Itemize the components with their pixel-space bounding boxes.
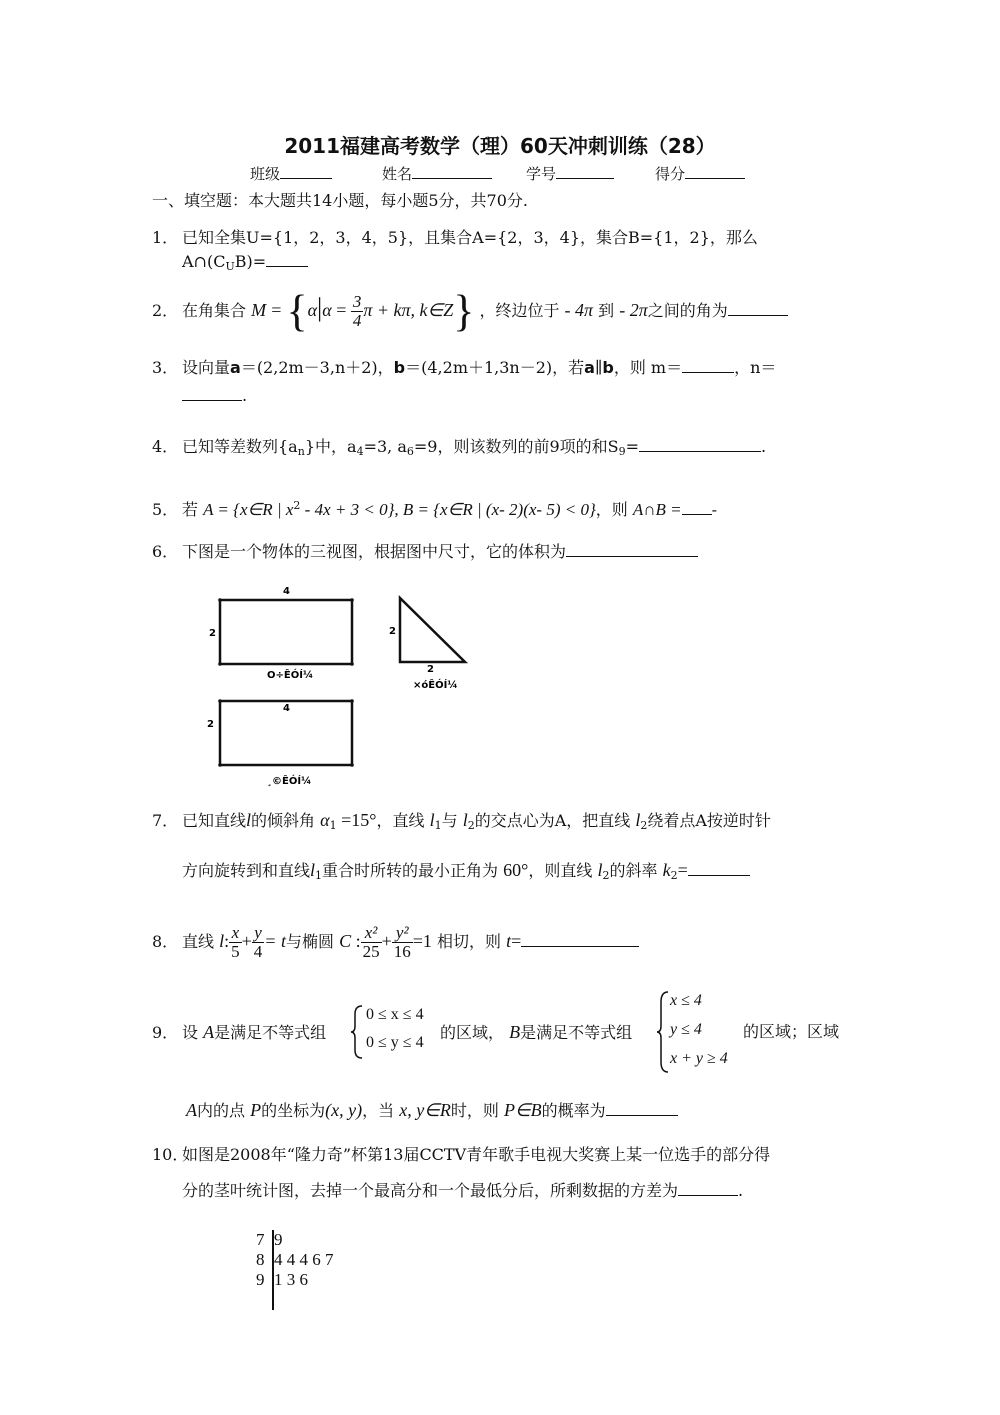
q2-fraction <box>351 293 364 330</box>
q9-l2-d: 时，则 <box>450 1101 499 1120</box>
q7-alpha: α <box>320 810 330 830</box>
q7-l2-l1: l <box>310 860 316 880</box>
q2-frac-den: 4 <box>352 311 362 330</box>
answer-blank-m <box>682 356 734 373</box>
q10-line1: 如图是2008年“隆力奇”杯第13届CCTV青年歌手电视大奖赛上某一位选手的部分得 <box>182 1145 771 1164</box>
side-view-triangle <box>400 598 465 662</box>
vertex-dot <box>350 662 354 666</box>
q9-l2-e: 的概率为 <box>541 1101 606 1120</box>
question-number: 7． <box>152 811 179 830</box>
q10-line2-end: . <box>738 1181 744 1200</box>
page-title: 2011福建高考数学（理）60天冲刺训练（28） <box>284 134 716 158</box>
id-field <box>526 162 614 184</box>
q8-eq: = <box>511 931 522 951</box>
q3-par: ∥ <box>594 358 603 377</box>
q9-text-a: 设 <box>182 1023 199 1042</box>
q2-a: - 4π <box>564 300 594 320</box>
q10-line2 <box>182 1179 743 1203</box>
top-left-dim: 2 <box>207 719 214 730</box>
question-9-line1-a <box>152 1020 326 1045</box>
q7-l: l <box>246 810 252 830</box>
question-9-line1-b <box>440 1020 632 1045</box>
question-number: 8． <box>152 932 179 951</box>
q9-l2-PB: P∈B <box>503 1100 542 1120</box>
q8-f2d: 4 <box>253 942 263 961</box>
q9-sys2-3: x + y ≥ 4 <box>670 1050 728 1067</box>
q9-text-e: 的区域；区域 <box>743 1022 840 1041</box>
q8-text-c: 相切，则 <box>437 932 502 951</box>
vertex-dot <box>218 763 222 767</box>
q10-line2-text: 分的茎叶统计图，去掉一个最高分和一个最低分后，所剩数据的方差为 <box>182 1181 679 1200</box>
q7-l2-d: 的斜率 <box>609 861 658 880</box>
q8-frac-3 <box>361 924 382 961</box>
q9-l2-P: P <box>250 1100 262 1120</box>
front-top-dim: 4 <box>283 586 290 597</box>
q8-c: C <box>339 931 352 951</box>
q5-then: ，则 <box>595 500 628 519</box>
answer-blank <box>682 498 712 515</box>
three-view-figure <box>195 580 485 790</box>
q8-frac-1 <box>229 924 242 961</box>
q3-a: a <box>230 358 241 377</box>
q8-t: t <box>506 931 512 951</box>
q7-l1: l <box>429 810 435 830</box>
q9-l2-A: A <box>186 1100 197 1120</box>
left-brace-icon: { <box>286 286 308 336</box>
stem-row-1-stem: 7 <box>256 1230 265 1249</box>
q7-text-a: 已知直线 <box>182 811 247 830</box>
answer-blank <box>688 859 750 876</box>
q9-A: A <box>203 1022 215 1042</box>
question-number: 3． <box>152 358 179 377</box>
front-view-rect <box>220 600 352 664</box>
q3-a2: a <box>584 358 595 377</box>
stem-row-3-stem: 9 <box>256 1270 265 1289</box>
q7-l2-l1-sub: 1 <box>315 869 323 882</box>
q8-l: l <box>219 931 225 951</box>
answer-blank <box>678 1179 738 1196</box>
top-top-dim: 4 <box>283 703 290 714</box>
q7-l2-l2-sub: 2 <box>602 869 610 882</box>
q7-text-f: 绕着点A按逆时针 <box>647 811 771 830</box>
q3-text2: ＝(2,2m－3,n＋2)， <box>240 358 394 377</box>
q2-to: 到 <box>598 301 615 320</box>
vertex-dot <box>218 699 222 703</box>
id-label: 学号 <box>526 165 557 183</box>
left-brace-icon <box>656 990 670 1074</box>
q8-f1d: 5 <box>231 942 240 961</box>
q8-f3d: 25 <box>362 942 380 961</box>
stem-leaf-plot <box>256 1230 376 1312</box>
answer-blank <box>639 435 761 452</box>
question-number: 4． <box>152 437 179 456</box>
q7-l2b: l <box>635 810 641 830</box>
vertex-dot <box>350 598 354 602</box>
q3-b2: b <box>602 358 614 377</box>
q7-l2-l2: l <box>597 860 603 880</box>
answer-blank <box>566 540 698 557</box>
q8-f1n: x <box>229 924 242 943</box>
q9-text-d: 是满足不等式组 <box>520 1023 633 1042</box>
q9-l2-b: 的坐标为 <box>261 1101 326 1120</box>
q5-setA-2: - 4x + 3 < 0}, B = {x∈R | (x- 2)(x- 5) < 0} <box>300 500 596 519</box>
q7-text-e: 的交点心为A，把直线 <box>474 811 631 830</box>
q3-line2: . <box>182 384 247 408</box>
left-brace-icon <box>350 1004 364 1060</box>
q4-sub-9: 9 <box>618 445 626 458</box>
q4-text5: = <box>625 437 639 456</box>
q5-dash: - <box>711 500 718 519</box>
class-label: 班级 <box>250 165 281 183</box>
q8-eq-t: = t <box>264 931 286 951</box>
q8-f4n: y² <box>392 924 413 943</box>
q9-l2-cond: x, y∈R <box>399 1100 451 1120</box>
q8-colon2: : <box>351 931 361 951</box>
q7-l2-b: 重合时所转的最小正角为 <box>322 861 499 880</box>
q7-alpha-sub: 1 <box>329 819 337 832</box>
q4-text3: =3, a <box>363 437 407 456</box>
q3-b: b <box>393 358 406 377</box>
side-left-dim: 2 <box>389 626 396 637</box>
q7-l2-k-sub: 2 <box>670 869 678 882</box>
stem-row-2-stem: 8 <box>256 1250 265 1269</box>
q7-l2b-sub: 2 <box>640 819 648 832</box>
name-label: 姓名 <box>382 165 413 183</box>
q2-alpha-2: α <box>322 300 332 320</box>
q9-sys2-1: x ≤ 4 <box>670 992 702 1009</box>
q4-text4: =9，则该数列的前9项的和S <box>413 437 619 456</box>
q2-b: - 2π <box>619 300 648 320</box>
q7-line2 <box>182 858 750 888</box>
q9-sys1-2: 0 ≤ y ≤ 4 <box>366 1034 424 1051</box>
question-number: 1． <box>152 228 179 247</box>
question-4: 4． 已知等差数列$\{a_n\}$中，$a_4=3$, $a_6=9$，则该数列的前9项的和$S_9=$ . <box>152 437 767 458</box>
score-field <box>655 162 745 184</box>
q2-mid: ，终边位于 <box>479 301 560 320</box>
class-field <box>250 162 332 184</box>
q9-B: B <box>509 1022 521 1042</box>
divider-bar-icon: | <box>317 293 323 322</box>
class-blank <box>280 162 332 179</box>
question-number: 6． <box>152 542 179 561</box>
score-blank <box>685 162 745 179</box>
question-10 <box>152 1143 770 1167</box>
stem-row-2-leaves: 4 4 4 6 7 <box>274 1250 334 1269</box>
q2-prefix: 在角集合 <box>182 301 247 320</box>
q7-l2-eq: = <box>677 860 688 880</box>
q9-system-1 <box>350 1004 440 1060</box>
q8-frac-2 <box>252 924 265 961</box>
q3-text1: 设向量 <box>182 358 231 377</box>
vertex-dot <box>350 699 354 703</box>
q4-sub-6: 6 <box>406 445 414 458</box>
q3-text4: ，则 m＝ <box>613 358 683 377</box>
question-8 <box>152 918 639 965</box>
q9-sys2-2: y ≤ 4 <box>670 1021 702 1038</box>
q1-line2-suffix: B)= <box>234 252 267 271</box>
q4-sub-4: 4 <box>356 445 364 458</box>
q9-l2-a: 内的点 <box>197 1101 246 1120</box>
q9-l2-c: ，当 <box>362 1101 395 1120</box>
q7-l2-deg: 60° <box>503 860 529 880</box>
answer-blank <box>266 250 308 267</box>
q5-setA-1: A = {x∈R | x <box>203 500 294 519</box>
q8-f3n: x² <box>361 924 382 943</box>
q9-system-2 <box>656 990 741 1074</box>
question-7 <box>152 808 771 838</box>
q8-f4d: 16 <box>393 942 411 961</box>
question-6 <box>152 540 698 564</box>
q1-sub: U <box>225 260 235 273</box>
question-2: 2． 在角集合 M = {α|α = $\frac{3}{4}$ π + kπ, k∈Z} ，终边位于 - 4π 到 - 2π之间的角为 <box>152 284 788 335</box>
question-3 <box>152 356 776 380</box>
side-view-caption: ×óÊÓÍ¼ <box>413 680 458 691</box>
q9-line2 <box>186 1098 678 1123</box>
q5-prefix: 若 <box>182 500 199 519</box>
question-number: 5． <box>152 500 179 519</box>
front-left-dim: 2 <box>209 628 216 639</box>
question-number: 9． <box>152 1023 179 1042</box>
q7-text-b: 的倾斜角 <box>251 811 316 830</box>
top-view-caption: ¸©ÊÓÍ¼ <box>267 776 312 787</box>
q7-l2: l <box>462 810 468 830</box>
q9-text-c: 的区域， <box>440 1023 505 1042</box>
q8-frac-4 <box>392 924 413 961</box>
q7-l2-a: 方向旋转到和直线 <box>182 861 311 880</box>
question-number: 2． <box>152 301 179 320</box>
q7-l2-k: k <box>662 860 671 880</box>
question-1 <box>152 226 758 250</box>
name-field <box>382 162 492 184</box>
front-view-caption: O÷ÊÓÍ¼ <box>267 670 314 681</box>
q4-text1: 已知等差数列{a <box>182 437 298 456</box>
vertex-dot <box>350 763 354 767</box>
q9-l2-xy: (x, y) <box>325 1100 363 1120</box>
q7-alpha-val: =15° <box>336 810 377 830</box>
answer-blank <box>521 930 639 947</box>
q4-sub-n: n <box>297 445 305 458</box>
id-blank <box>556 162 614 179</box>
q6-text: 下图是一个物体的三视图，根据图中尺寸，它的体积为 <box>182 542 567 561</box>
q4-text2: }中，a <box>304 437 357 456</box>
q5-res: A∩B = <box>632 500 682 519</box>
answer-blank <box>728 299 788 316</box>
q9-sys1-1: 0 ≤ x ≤ 4 <box>366 1006 424 1023</box>
vertex-dot <box>218 662 222 666</box>
right-brace-icon: } <box>453 286 475 336</box>
question-number: 10． <box>152 1145 189 1164</box>
side-bottom-dim: 2 <box>427 664 434 675</box>
q2-expr-tail: π + kπ, k∈Z <box>363 300 454 320</box>
answer-blank <box>606 1099 678 1116</box>
q1-line2 <box>182 250 308 279</box>
q7-text-c: ，直线 <box>376 811 425 830</box>
q2-frac-num: 3 <box>352 292 362 311</box>
q3-text5: ，n＝ <box>734 358 777 377</box>
name-blank <box>412 162 492 179</box>
score-label: 得分 <box>655 165 686 183</box>
q8-plus: + <box>241 931 252 951</box>
q8-f2n: y <box>252 924 265 943</box>
answer-blank-n <box>182 384 242 401</box>
q7-text-d: 与 <box>441 811 458 830</box>
q8-eq1: =1 <box>412 931 432 951</box>
q2-eq: = <box>271 300 282 320</box>
q7-l1-sub: 1 <box>434 819 442 832</box>
q7-l2-c: ，则直线 <box>528 861 593 880</box>
stem-row-3-leaves: 1 3 6 <box>274 1270 308 1289</box>
q2-suffix: 之间的角为 <box>647 301 728 320</box>
vertex-dot <box>218 598 222 602</box>
question-5 <box>152 494 717 522</box>
q8-plus2: + <box>381 931 392 951</box>
q3-text3: ＝(4,2m＋1,3n－2)，若 <box>405 358 585 377</box>
q7-l2-sub: 2 <box>467 819 475 832</box>
q2-alpha: α <box>307 300 318 320</box>
q8-colon: : <box>224 931 230 951</box>
q8-text-a: 直线 <box>182 932 215 951</box>
q1-line1: 已知全集U={1，2，3，4，5}，且集合A={2，3，4}，集合B={1，2}，那么 <box>182 228 758 247</box>
section-heading: 一、填空题：本大题共14小题，每小题5分，共70分. <box>152 191 528 210</box>
q2-set-m: M <box>251 300 267 320</box>
stem-row-1-leaves: 9 <box>274 1230 283 1249</box>
q8-text-b: 与椭圆 <box>285 932 334 951</box>
q9-text-b: 是满足不等式组 <box>214 1023 327 1042</box>
q5-sup: 2 <box>293 499 301 512</box>
q1-line2-prefix: A∩(C <box>182 252 226 271</box>
